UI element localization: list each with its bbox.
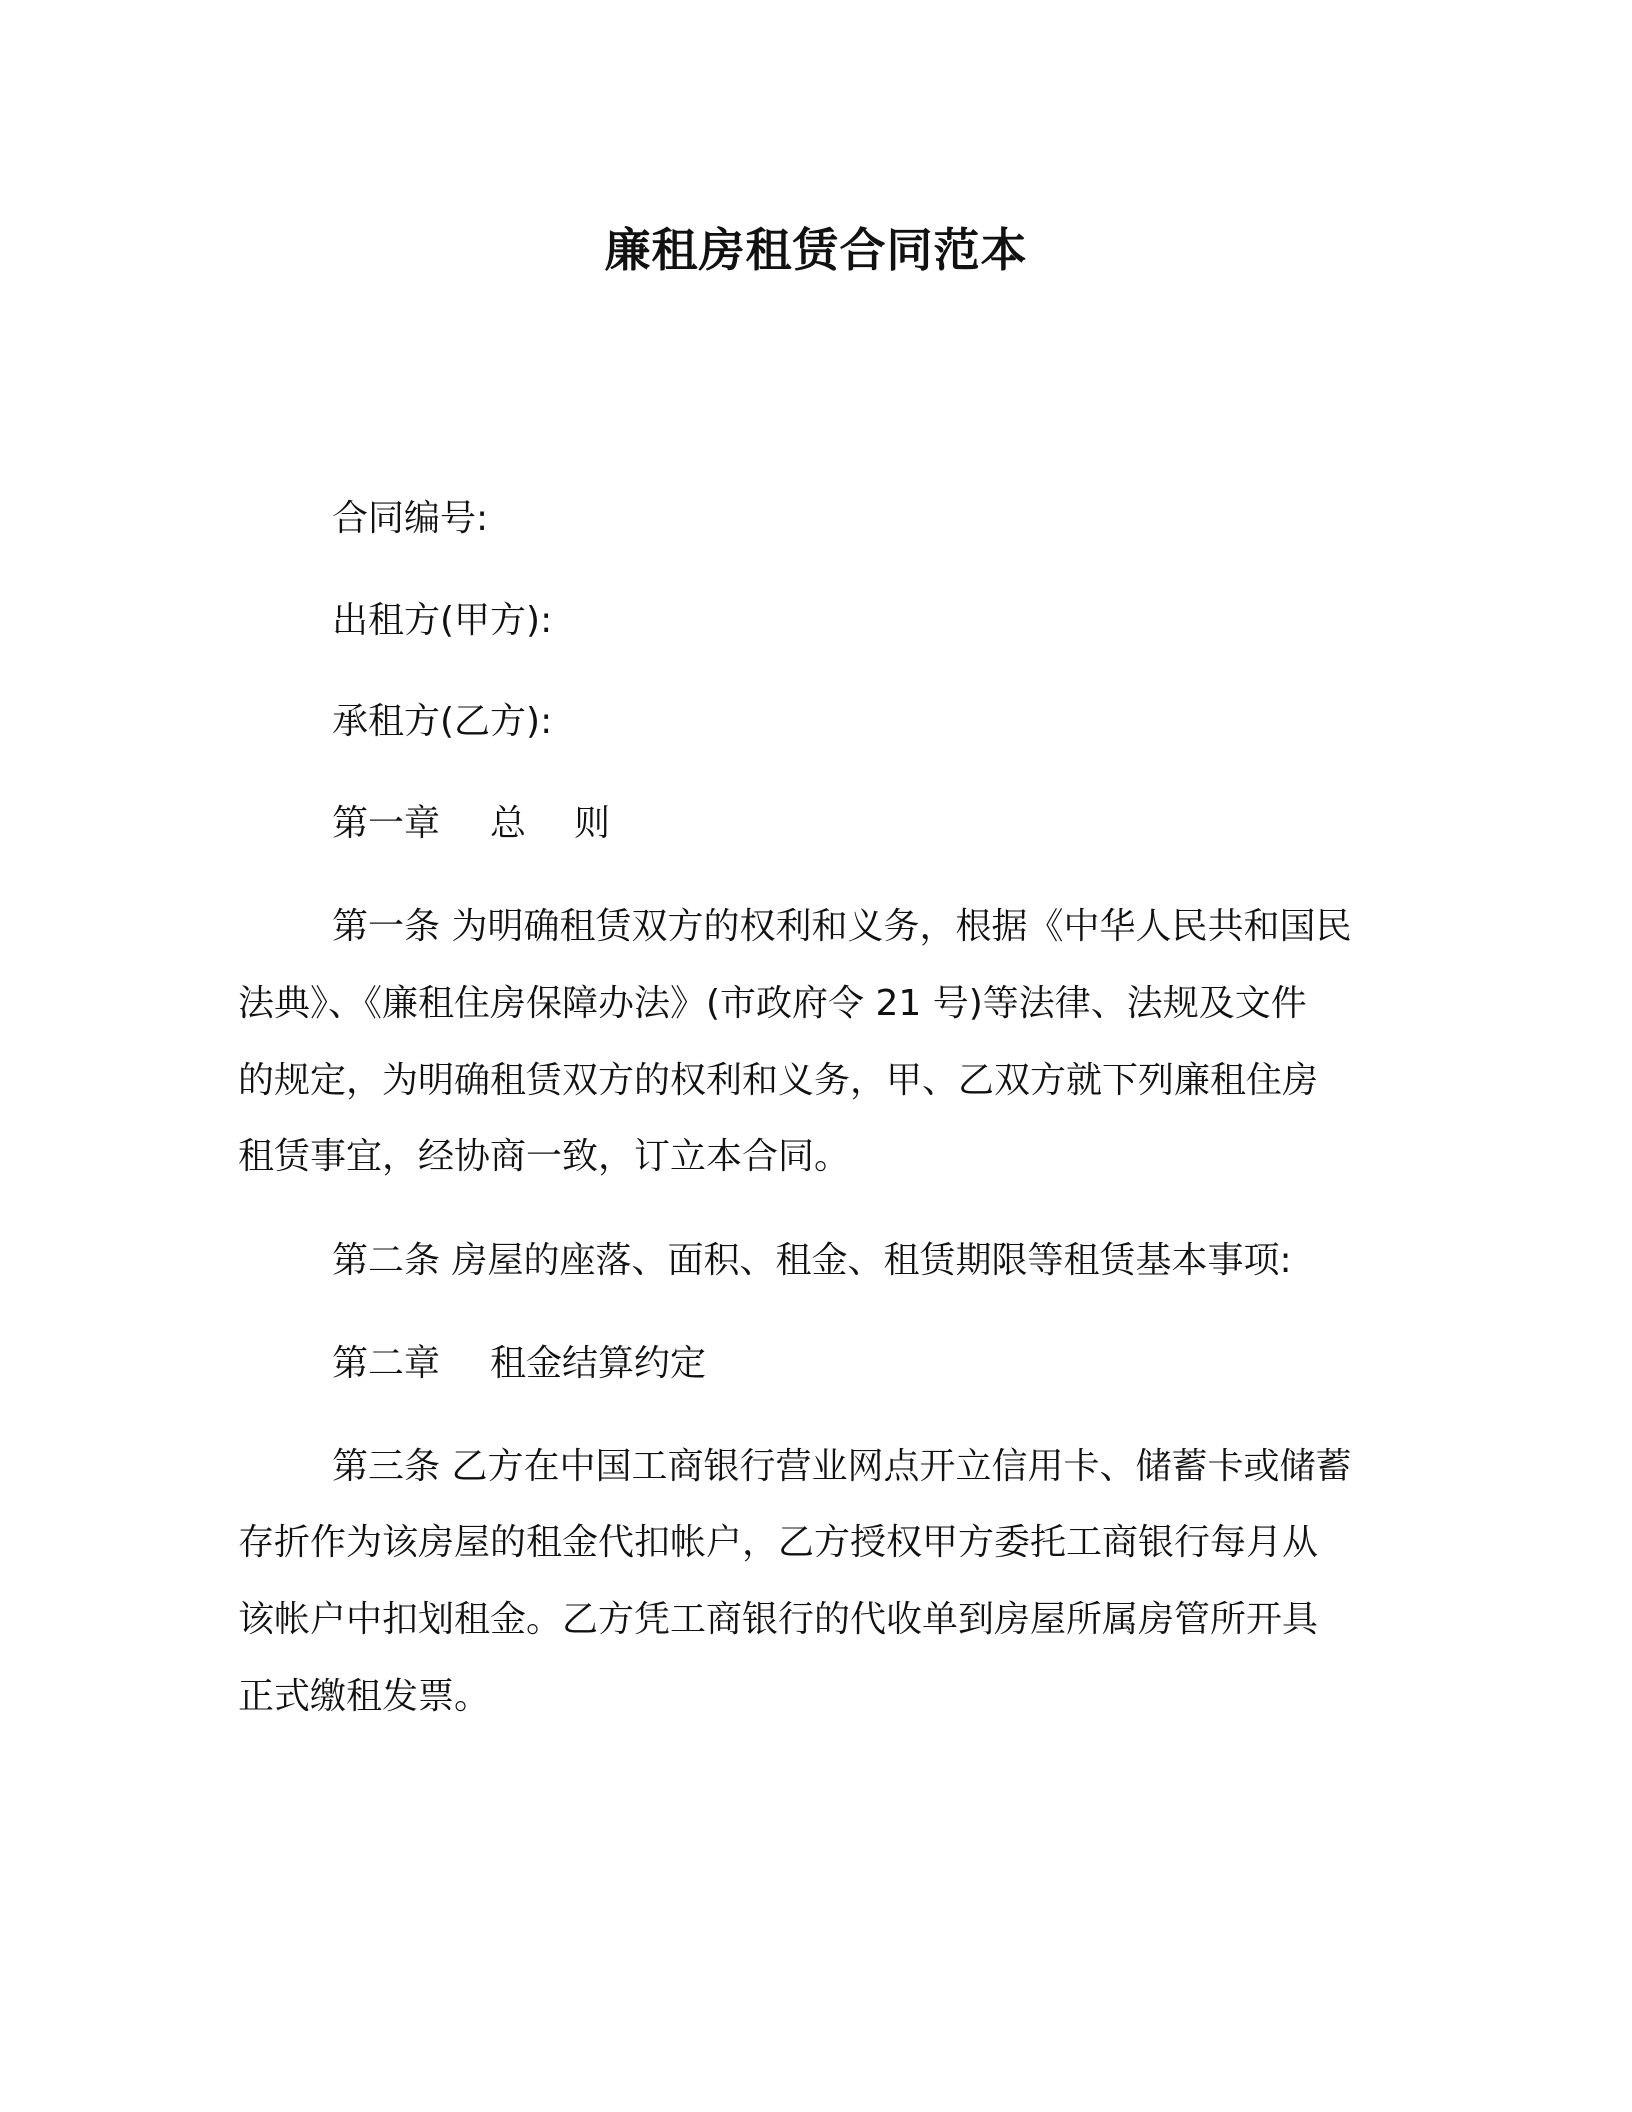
chapter-2-heading (332, 1340, 706, 1388)
chapter-2-number: 第二章 (332, 1343, 441, 1384)
lessee-field: 承租方(乙方): (332, 701, 553, 742)
article-2: 第二条 房屋的座落、面积、租金、租赁期限等租赁基本事项: (332, 1240, 1292, 1281)
contract-number-field: 合同编号: (332, 498, 489, 539)
lessor-field: 出租方(甲方): (332, 600, 553, 641)
article-1-line: 租赁事宜，经协商一致，订立本合同。 (238, 1136, 851, 1177)
chapter-2-name: 租金结算约定 (490, 1343, 707, 1384)
article-1-line: 的规定，为明确租赁双方的权利和义务，甲、乙双方就下列廉租住房 (238, 1060, 1319, 1101)
document-title: 廉租房租赁合同范本 (604, 223, 1028, 277)
chapter-1-name-part1: 总 (490, 803, 527, 844)
article-3-line: 正式缴租发票。 (238, 1676, 491, 1717)
article-1-line: 法典》、《廉租住房保障办法》(市政府令 21 号)等法律、法规及文件 (238, 983, 1307, 1024)
article-3-line: 存折作为该房屋的租金代扣帐户，乙方授权甲方委托工商银行每月从 (238, 1522, 1319, 1563)
article-3-line: 该帐户中扣划租金。乙方凭工商银行的代收单到房屋所属房管所开具 (238, 1599, 1319, 1640)
article-1-line: 第一条 为明确租赁双方的权利和义务，根据《中华人民共和国民 (332, 906, 1352, 947)
article-3-line: 第三条 乙方在中国工商银行营业网点开立信用卡、储蓄卡或储蓄 (332, 1446, 1352, 1487)
chapter-1-name-part2: 则 (574, 803, 611, 844)
chapter-1-heading (332, 800, 610, 848)
chapter-1-number: 第一章 (332, 803, 441, 844)
